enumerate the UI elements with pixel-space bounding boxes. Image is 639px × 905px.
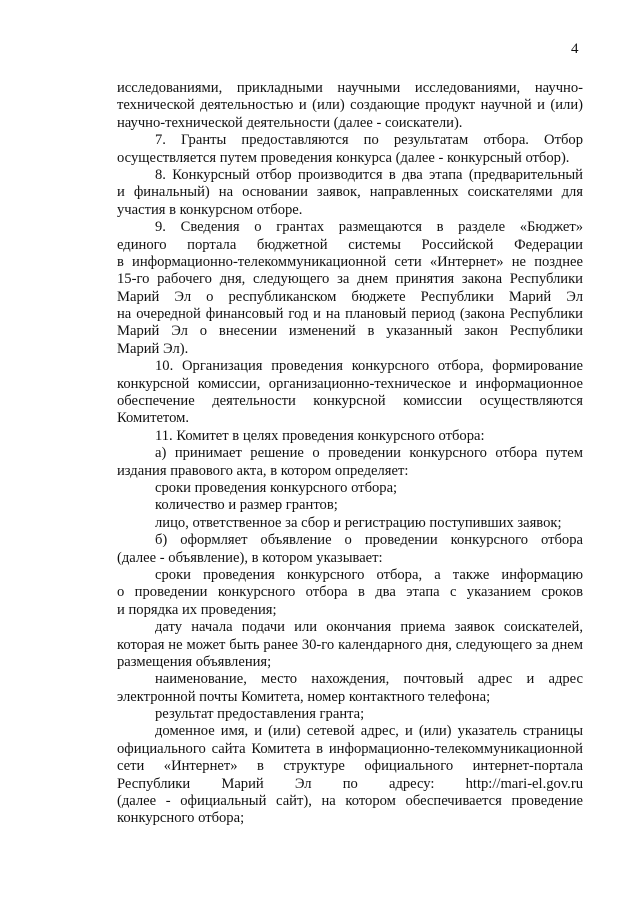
- text-line: количество и размер грантов;: [155, 497, 338, 514]
- text-line: дату начала подачи или окончания приема заявок соискателей,: [155, 619, 583, 636]
- text-line: сроки проведения конкурсного отбора, а также информацию: [155, 566, 583, 583]
- text-line: и финальный) на основании заявок, направленных соискателями для: [117, 184, 583, 201]
- text-line: Республики Марий Эл по адресу: http://mari-el.gov.ru: [117, 775, 583, 792]
- text-line: сроки проведения конкурсного отбора;: [155, 479, 398, 496]
- text-line: результат предоставления гранта;: [155, 706, 365, 723]
- text-line: технической деятельностью и (или) создающие продукт научной и (или): [117, 97, 583, 114]
- text-line: лицо, ответственное за сбор и регистрацию поступивших заявок;: [155, 514, 562, 531]
- text-line: в информационно-телекоммуникационной сети «Интернет» не позднее: [117, 253, 583, 270]
- text-line: б) оформляет объявление о проведении конкурсного отбора: [155, 532, 583, 549]
- text-line: на очередной финансовый год и на плановый период (закона Республики: [117, 306, 583, 323]
- text-line: а) принимает решение о проведении конкурсного отбора путем: [155, 445, 583, 462]
- text-line: исследованиями, прикладными научными исследованиями, научно-: [117, 80, 583, 96]
- text-line: 15-го рабочего дня, следующего за днем принятия закона Республики: [117, 271, 583, 288]
- text-line: конкурсного отбора;: [117, 810, 245, 827]
- text-line: 11. Комитет в целях проведения конкурсного отбора:: [155, 427, 485, 444]
- text-line: электронной почты Комитета, номер контактного телефона;: [117, 688, 491, 705]
- text-line: осуществляется путем проведения конкурса (далее - конкурсный отбор).: [117, 149, 570, 166]
- text-line: издания правового акта, в котором определяет:: [117, 462, 409, 479]
- text-line: наименование, место нахождения, почтовый адрес и адрес: [155, 671, 583, 688]
- text-line: сети «Интернет» в структуре официального интернет-портала: [117, 758, 583, 775]
- text-line: Марий Эл о внесении изменений в указанный закон Республики: [117, 323, 583, 340]
- text-line: конкурсной комиссии, организационно-техническое и информационное: [117, 375, 583, 392]
- text-line: о проведении конкурсного отбора в два этапа с указанием сроков: [117, 584, 583, 601]
- text-line: Комитетом.: [117, 410, 190, 427]
- text-line: Марий Эл о республиканском бюджете Республики Марий Эл: [117, 288, 583, 305]
- text-line: 8. Конкурсный отбор производится в два этапа (предварительный: [155, 166, 583, 183]
- text-line: (далее - объявление), в котором указывает:: [117, 549, 383, 566]
- text-line: 7. Гранты предоставляются по результатам отбора. Отбор: [155, 132, 583, 149]
- text-line: научно-технической деятельности (далее - соискатели).: [117, 114, 463, 131]
- body-text: [117, 80, 583, 828]
- text-line: официального сайта Комитета в информационно-телекоммуникационной: [117, 740, 583, 757]
- text-line: размещения объявления;: [117, 653, 272, 670]
- text-line: Марий Эл).: [117, 340, 189, 357]
- text-line: доменное имя, и (или) сетевой адрес, и (или) указатель страницы: [155, 723, 583, 740]
- text-line: 10. Организация проведения конкурсного отбора, формирование: [155, 358, 583, 375]
- text-line: участия в конкурсном отборе.: [117, 201, 303, 218]
- text-line: и порядка их проведения;: [117, 601, 277, 618]
- text-line: (далее - официальный сайт), на котором обеспечивается проведение: [117, 793, 583, 810]
- text-line: 9. Сведения о грантах размещаются в разделе «Бюджет»: [155, 219, 583, 236]
- text-line: обеспечение деятельности конкурсной комиссии осуществляются: [117, 393, 583, 410]
- text-line: единого портала бюджетной системы Российской Федерации: [117, 236, 583, 253]
- text-line: которая не может быть ранее 30-го календарного дня, следующего за днем: [117, 636, 583, 653]
- page-number: 4: [571, 41, 579, 57]
